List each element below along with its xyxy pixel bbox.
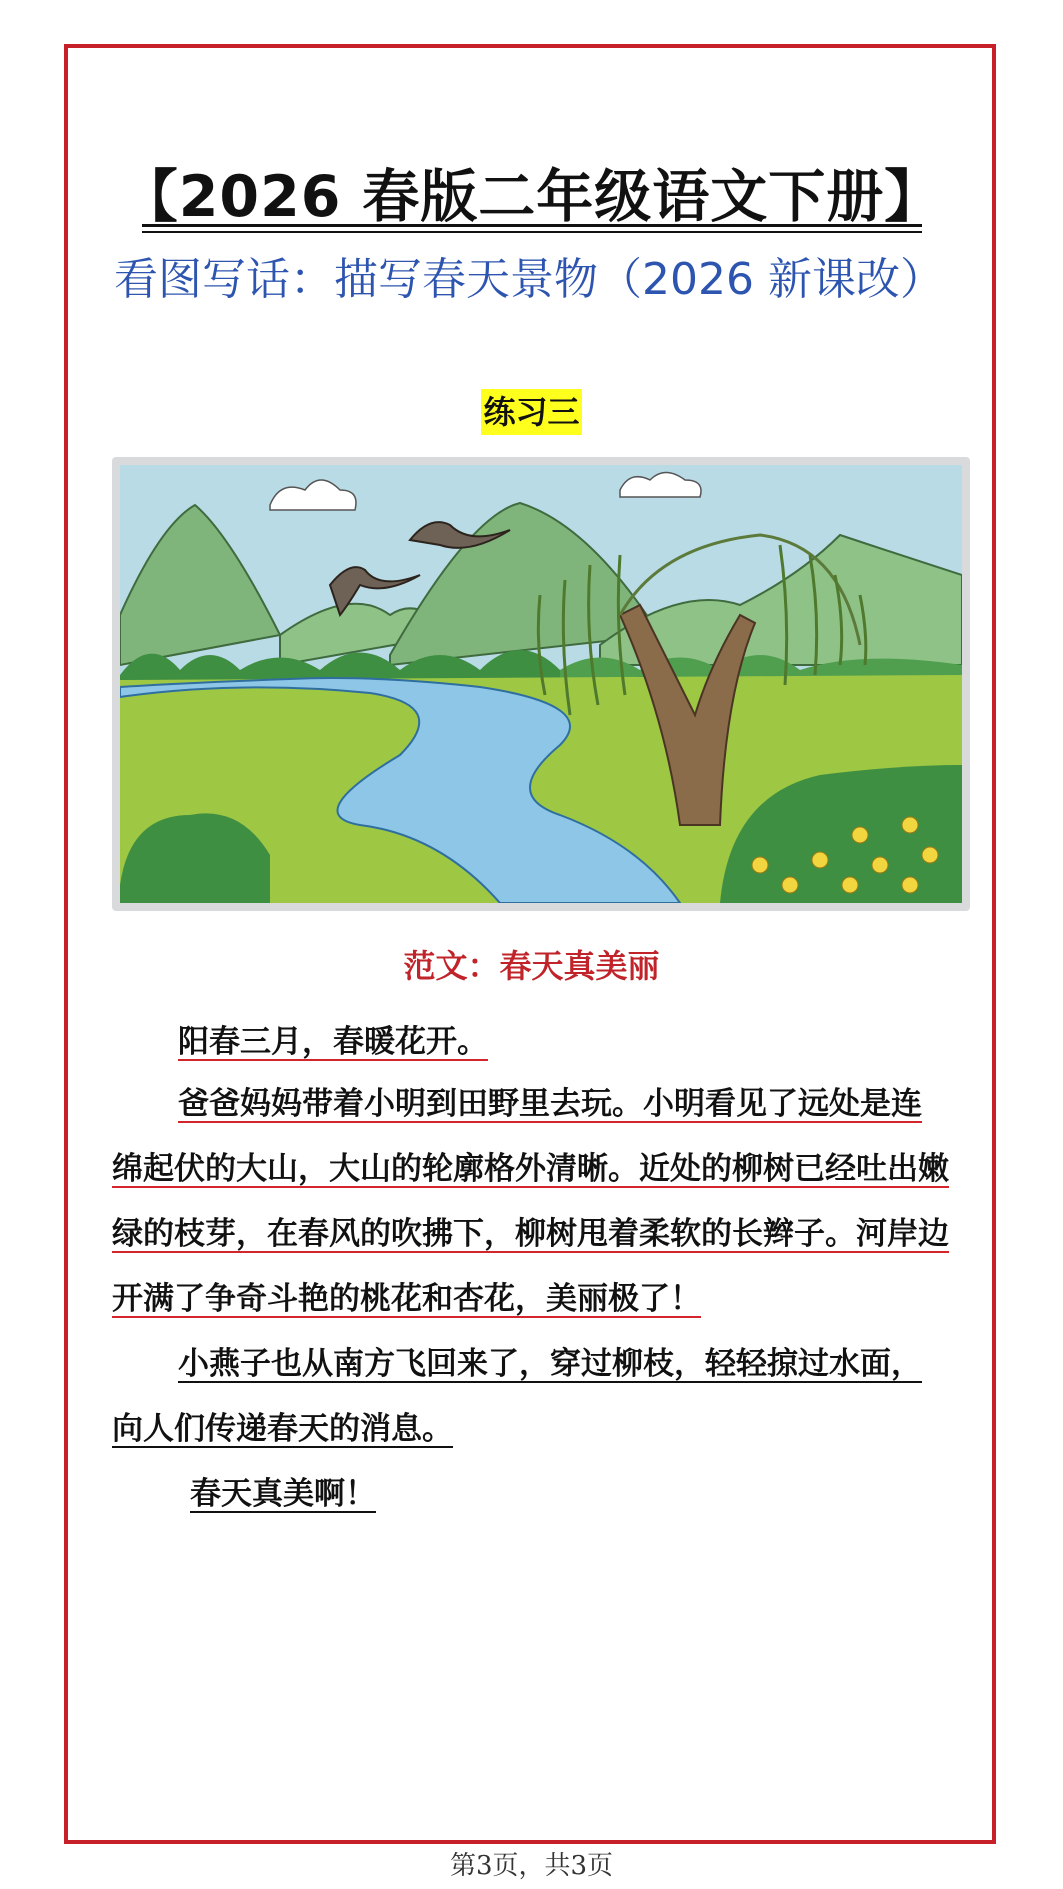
landscape-drawing	[120, 465, 962, 903]
exercise-label-text: 练习三	[481, 389, 581, 435]
title-underline-thin	[142, 231, 922, 233]
exercise-label	[0, 386, 1063, 444]
essay-paragraph-1	[112, 1010, 952, 1075]
essay-paragraph-2	[112, 1072, 952, 1332]
essay-paragraph-4	[112, 1462, 952, 1527]
paragraph-text: 春天真美啊！	[190, 1476, 376, 1512]
paragraph-text: 阳春三月，春暖花开。	[178, 1024, 488, 1060]
document-subtitle: 看图写话：描写春天景物（2026 新课改）	[114, 254, 944, 305]
essay-title: 范文：春天真美丽	[403, 947, 660, 985]
page-number: 第3页，共3页	[449, 1851, 614, 1881]
essay-paragraph-3	[112, 1332, 952, 1462]
paragraph-text: 爸爸妈妈带着小明到田野里去玩。小明看见了远处是连绵起伏的大山，大山的轮廓格外清晰。近处的柳树已经吐出嫩绿的枝芽，在春风的吹拂下，柳树甩着柔软的长辫子。河岸边开满了争奇斗艳的桃花和杏花，美丽极了！	[112, 1086, 949, 1317]
title-underline	[142, 224, 922, 227]
document-title: 【2026 春版二年级语文下册】	[120, 164, 943, 230]
spring-landscape-illustration	[112, 457, 970, 911]
paragraph-text: 小燕子也从南方飞回来了，穿过柳枝，轻轻掠过水面，向人们传递春天的消息。	[112, 1346, 922, 1447]
